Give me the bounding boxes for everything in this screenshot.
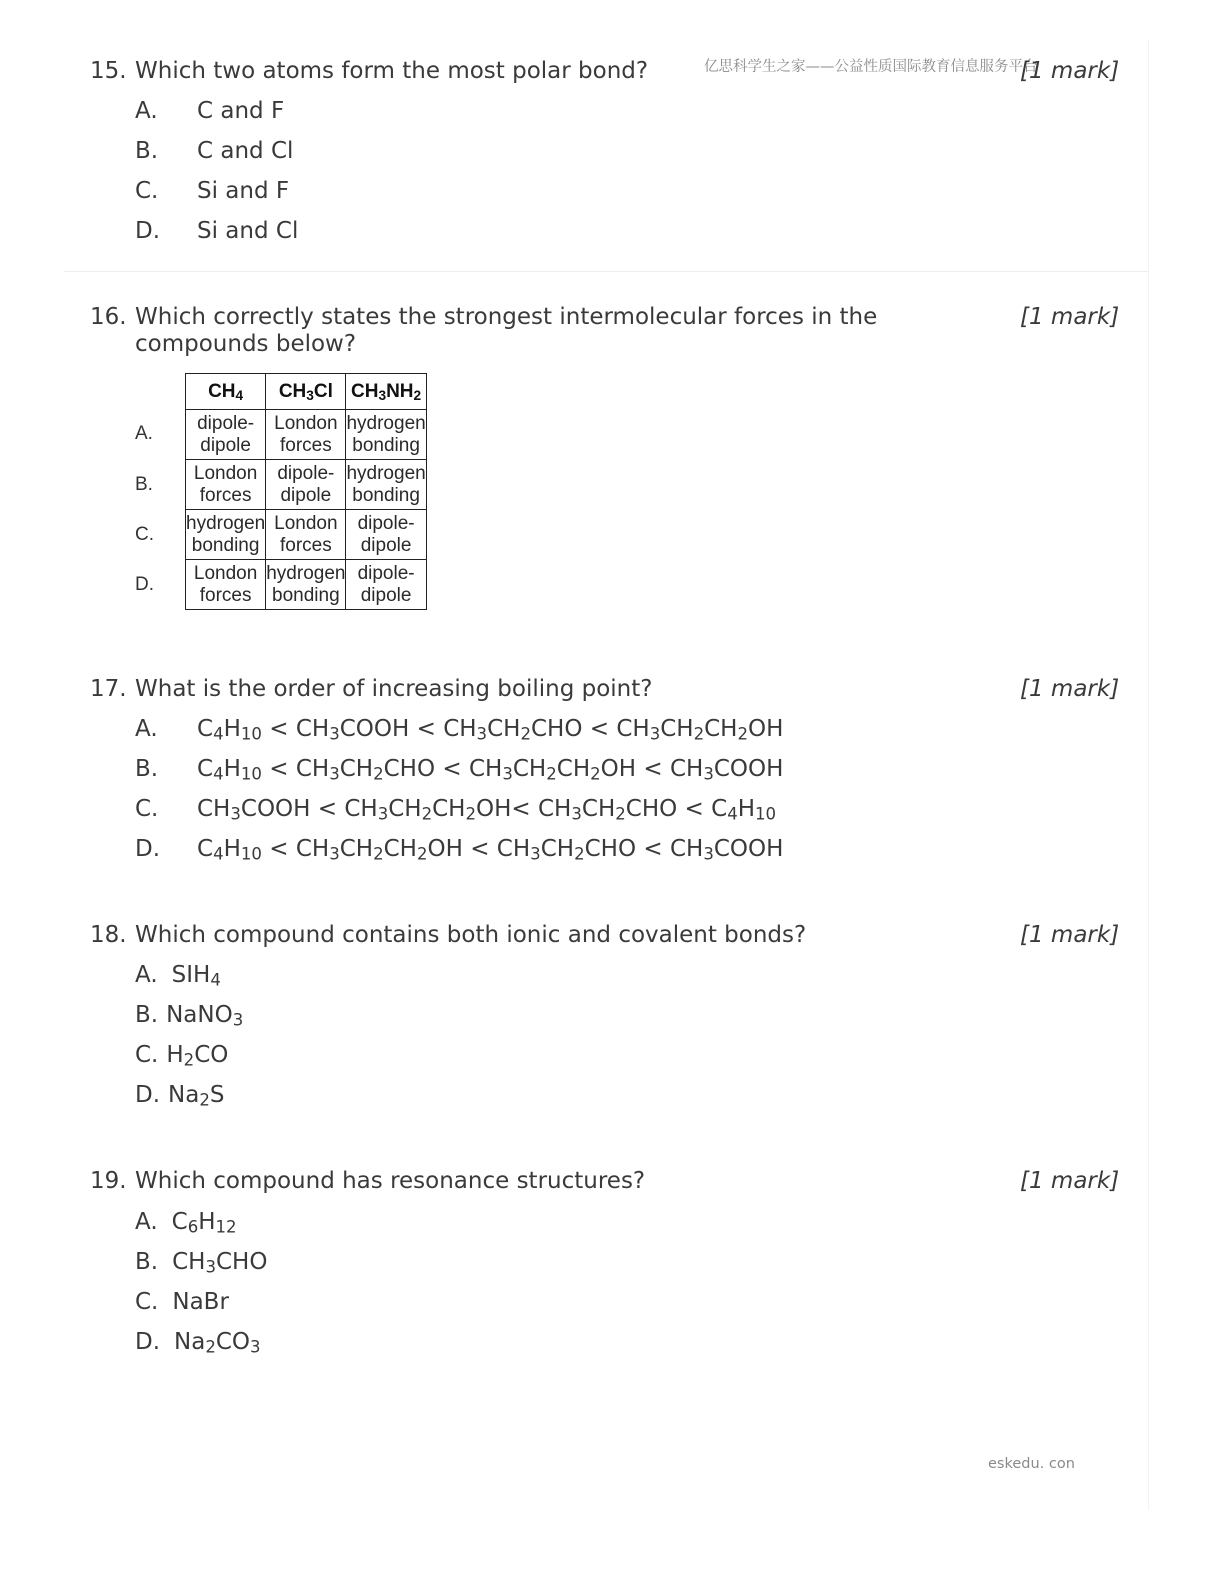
column-header-ch4: $CH_4$ — [186, 374, 266, 410]
table-row — [186, 460, 427, 510]
option-text: NaBr — [172, 1289, 229, 1315]
option-b — [135, 138, 293, 165]
marks-label: [1 mark] — [1020, 1168, 1120, 1194]
option-b — [135, 1002, 243, 1029]
question-number: 19. — [90, 1168, 127, 1194]
option-letter: A. — [135, 98, 158, 124]
table-cell: hydrogen bonding — [266, 560, 346, 610]
forces-table — [185, 373, 427, 610]
row-letter: B. — [135, 474, 153, 495]
question-text: Which compound has resonance structures? — [135, 1168, 646, 1194]
option-d — [135, 1082, 224, 1109]
option-text: $C_4H_{10}$ < $CH_3COOH < CH_3CH_2CHO < CH_3CH_2CH_2OH$ — [197, 716, 784, 744]
option-d — [135, 1329, 261, 1356]
option-b — [135, 756, 783, 783]
option-text: $CH_3CHO$ — [172, 1249, 268, 1277]
option-text: Si and F — [197, 178, 290, 204]
option-letter: B. — [135, 138, 159, 164]
option-text: $H_2CO$ — [166, 1042, 229, 1070]
option-a — [135, 1209, 237, 1236]
option-a — [135, 716, 783, 743]
option-text: $Na_2CO_3$ — [174, 1329, 261, 1357]
option-text: $C_4H_{10} < CH_3CH_2CHO < CH_3CH_2CH_2OH$ < $CH_3COOH$ — [197, 756, 784, 784]
option-letter: A. — [135, 962, 158, 988]
row-letter: D. — [135, 574, 154, 595]
table-cell: hydrogen bonding — [346, 410, 426, 460]
table-cell: hydrogen bonding — [186, 510, 266, 560]
option-text: C and F — [197, 98, 285, 124]
option-text: $C_4H_{10} < CH_3CH_2CH_2OH < CH_3CH_2CHO$ < $CH_3COOH$ — [197, 836, 784, 864]
option-letter: C. — [135, 796, 159, 822]
table-cell: dipole-dipole — [346, 510, 426, 560]
option-letter: D. — [135, 1329, 161, 1355]
question-text: Which two atoms form the most polar bond? — [135, 58, 649, 84]
footer-watermark: eskedu. con — [988, 1456, 1075, 1472]
option-letter: C. — [135, 1042, 159, 1068]
question-text-line2: compounds below? — [135, 331, 357, 357]
option-text: Si and Cl — [197, 218, 299, 244]
option-c — [135, 1042, 228, 1069]
option-b — [135, 1249, 267, 1276]
option-text: $Na_2S$ — [168, 1082, 225, 1110]
question-text-line1: Which correctly states the strongest intermolecular forces in the — [135, 304, 878, 330]
marks-label: [1 mark] — [1020, 304, 1120, 330]
table-cell: London forces — [266, 410, 346, 460]
question-text: Which compound contains both ionic and covalent bonds? — [135, 922, 807, 948]
question-number: 16. — [90, 304, 127, 330]
table-row — [186, 510, 427, 560]
option-c — [135, 1289, 229, 1316]
section-divider — [64, 271, 1148, 272]
marks-label: [1 mark] — [1020, 676, 1120, 702]
row-letter: A. — [135, 423, 153, 444]
question-number: 15. — [90, 58, 127, 84]
option-d — [135, 218, 298, 245]
marks-label: [1 mark] — [1020, 58, 1120, 84]
table-cell: London forces — [266, 510, 346, 560]
table-cell: dipole-dipole — [266, 460, 346, 510]
option-letter: C. — [135, 178, 159, 204]
option-letter: D. — [135, 1082, 161, 1108]
table-header-row — [186, 374, 427, 410]
question-text: What is the order of increasing boiling point? — [135, 676, 653, 702]
option-text: $SIH_4$ — [171, 962, 221, 990]
table-row — [186, 560, 427, 610]
table-row — [186, 410, 427, 460]
option-d — [135, 836, 783, 863]
option-a — [135, 962, 221, 989]
option-c — [135, 178, 289, 205]
option-letter: C. — [135, 1289, 159, 1315]
column-header-ch3nh2: $CH_3NH_2$ — [346, 374, 426, 410]
option-text: $CH_3COOH < CH_3CH_2CH_2OH< CH_3CH_2CHO < C_4H_{10}$ — [197, 796, 777, 824]
question-number: 17. — [90, 676, 127, 702]
row-letter: C. — [135, 524, 154, 545]
page-edge-line — [1148, 40, 1149, 1510]
option-a — [135, 98, 284, 125]
option-letter: B. — [135, 1002, 159, 1028]
option-c — [135, 796, 776, 823]
watermark: 亿思科学生之家——公益性质国际教育信息服务平台 — [704, 59, 1038, 75]
table-cell: London forces — [186, 560, 266, 610]
table-cell: London forces — [186, 460, 266, 510]
option-letter: A. — [135, 716, 158, 742]
option-text: NaNO$_3$ — [166, 1002, 244, 1030]
option-text: C and Cl — [197, 138, 294, 164]
option-letter: D. — [135, 218, 161, 244]
option-text: $C_6H_{12}$ — [171, 1209, 237, 1237]
table-cell: dipole-dipole — [186, 410, 266, 460]
marks-label: [1 mark] — [1020, 922, 1120, 948]
option-letter: D. — [135, 836, 161, 862]
question-number: 18. — [90, 922, 127, 948]
option-letter: B. — [135, 756, 159, 782]
table-cell: hydrogen bonding — [346, 460, 426, 510]
table-cell: dipole-dipole — [346, 560, 426, 610]
option-letter: B. — [135, 1249, 159, 1275]
option-letter: A. — [135, 1209, 158, 1235]
column-header-ch3cl: $CH_3Cl$ — [266, 374, 346, 410]
